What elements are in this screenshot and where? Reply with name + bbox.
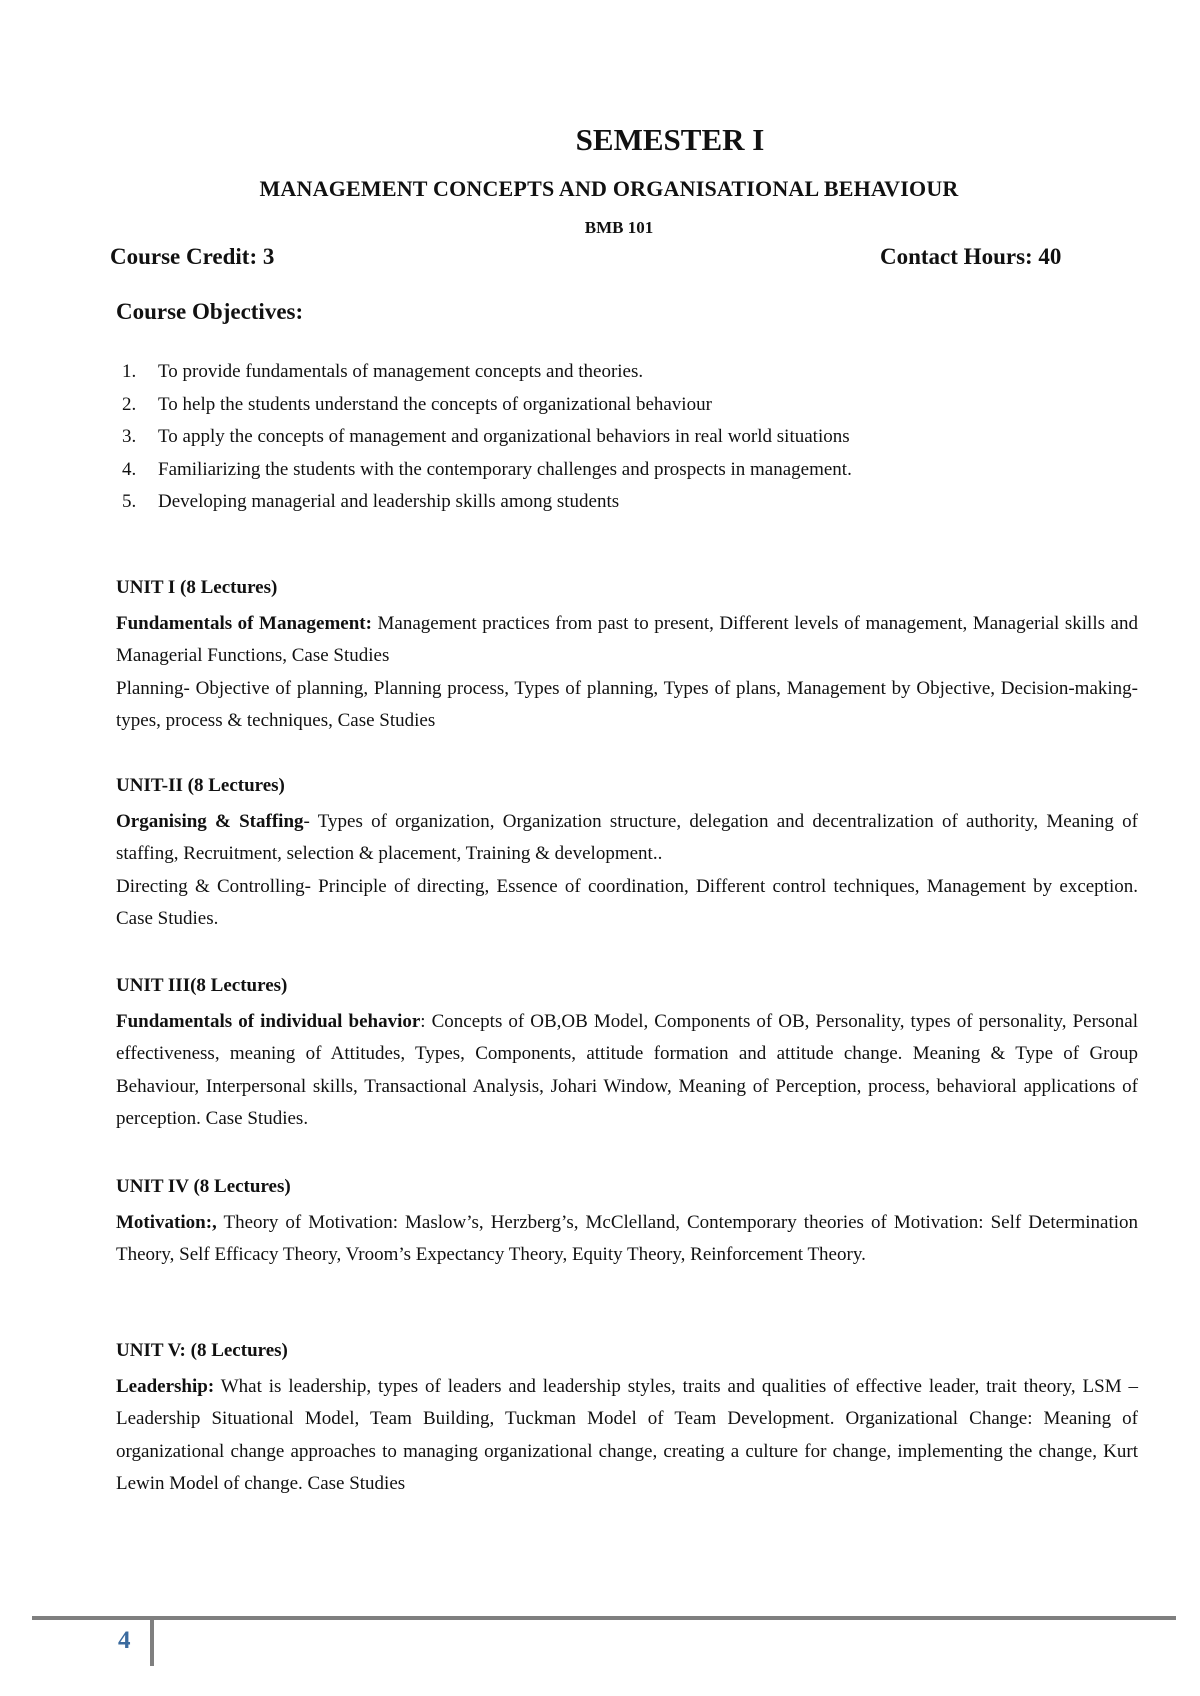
footer-divider — [150, 1620, 154, 1666]
unit-5-heading: UNIT V: (8 Lectures) — [116, 1340, 288, 1361]
unit-4-heading: UNIT IV (8 Lectures) — [116, 1176, 291, 1197]
contact-hours: Contact Hours: 40 — [880, 244, 1062, 269]
objective-number: 4. — [122, 458, 137, 480]
objective-text: To provide fundamentals of management concepts and theories. — [158, 361, 644, 382]
unit-2-heading: UNIT-II (8 Lectures) — [116, 775, 285, 796]
unit-2-body — [116, 806, 1138, 871]
unit-3-heading: UNIT III(8 Lectures) — [116, 975, 288, 996]
unit-4-section — [116, 1171, 1138, 1272]
objective-text: Familiarizing the students with the contemporary challenges and prospects in management. — [158, 458, 852, 480]
objective-number: 1. — [122, 361, 137, 382]
semester-title: SEMESTER I — [575, 122, 765, 157]
objective-item — [122, 486, 1082, 519]
objective-item — [122, 421, 1082, 454]
unit-1-section — [116, 572, 1138, 738]
page-number: 4 — [118, 1627, 131, 1654]
course-title: MANAGEMENT CONCEPTS AND ORGANISATIONAL BEHAVIOUR — [259, 176, 959, 201]
unit-1-extra: Planning- Objective of planning, Planning process, Types of planning, Types of plans, Management by Objective, Decision-making- types, process & techniques, Case Studies — [116, 677, 1138, 732]
unit-1-body — [116, 608, 1138, 673]
unit-3-text: : Concepts of OB,OB Model, Components of OB, Personality, types of personality, Personal effectiveness, meaning of Attitudes, Types, Components, attitude formation and attitude change. Meaning & Type of Group Behaviour, Interpersonal skills, Transactional Analysis, Johari Window, Meaning of Perception, process, behavioral applications of perception. Case Studies. — [116, 1011, 1139, 1130]
objective-text: Developing managerial and leadership skills among students — [158, 491, 620, 512]
objective-item — [122, 389, 1082, 422]
objective-item — [122, 454, 1082, 487]
unit-1-lead: Fundamentals of Management: — [116, 613, 372, 634]
objectives-heading: Course Objectives: — [116, 299, 304, 324]
course-credit: Course Credit: 3 — [110, 244, 275, 269]
course-code: BMB 101 — [584, 218, 654, 237]
unit-2-extra: Directing & Controlling- Principle of directing, Essence of coordination, Different control techniques, Management by exception. Case Studies. — [116, 875, 1138, 930]
objective-text: To help the students understand the concepts of organizational behaviour — [158, 393, 712, 415]
unit-2-text: - Types of organization, Organization structure, delegation and decentralization of authority, Meaning of staffing, Recruitment, selection & placement, Training & development.. — [116, 811, 1138, 865]
objective-number: 2. — [122, 393, 137, 415]
objective-number: 3. — [122, 426, 137, 447]
unit-1-text: Management practices from past to present, Different levels of management, Managerial skills and Managerial Functions, Case Studies — [116, 613, 1138, 667]
objective-number: 5. — [122, 491, 137, 512]
unit-5-section — [116, 1335, 1138, 1501]
unit-3-section — [116, 970, 1138, 1136]
unit-5-lead: Leadership: — [116, 1376, 215, 1397]
unit-3-lead: Fundamentals of individual behavior — [116, 1011, 421, 1032]
objectives-list — [122, 356, 1082, 519]
objective-item — [122, 356, 1082, 389]
objective-text: To apply the concepts of management and organizational behaviors in real world situations — [158, 426, 850, 447]
unit-4-lead: Motivation:, — [116, 1212, 217, 1233]
unit-4-body — [116, 1207, 1138, 1272]
unit-3-body — [116, 1006, 1138, 1136]
unit-2-section — [116, 770, 1138, 936]
unit-4-text: Theory of Motivation: Maslow’s, Herzberg’s, McClelland, Contemporary theories of Motivation: Self Determination Theory, Self Efficacy Theory, Vroom’s Expectancy Theory, Equity Theory, Reinforcement Theory. — [116, 1212, 1138, 1266]
unit-1-heading: UNIT I (8 Lectures) — [116, 577, 278, 598]
footer-rule — [32, 1616, 1176, 1620]
unit-2-lead: Organising & Staffing — [116, 811, 304, 832]
unit-5-text: What is leadership, types of leaders and leadership styles, traits and qualities of effective leader, trait theory, LSM – Leadership Situational Model, Team Building, Tuckman Model of Team Development. Organizational Change: Meaning of organizational change approaches to managing organizational change, creating a culture for change, implementing the change, Kurt Lewin Model of change. Case Studies — [116, 1376, 1138, 1495]
unit-5-body — [116, 1371, 1138, 1501]
